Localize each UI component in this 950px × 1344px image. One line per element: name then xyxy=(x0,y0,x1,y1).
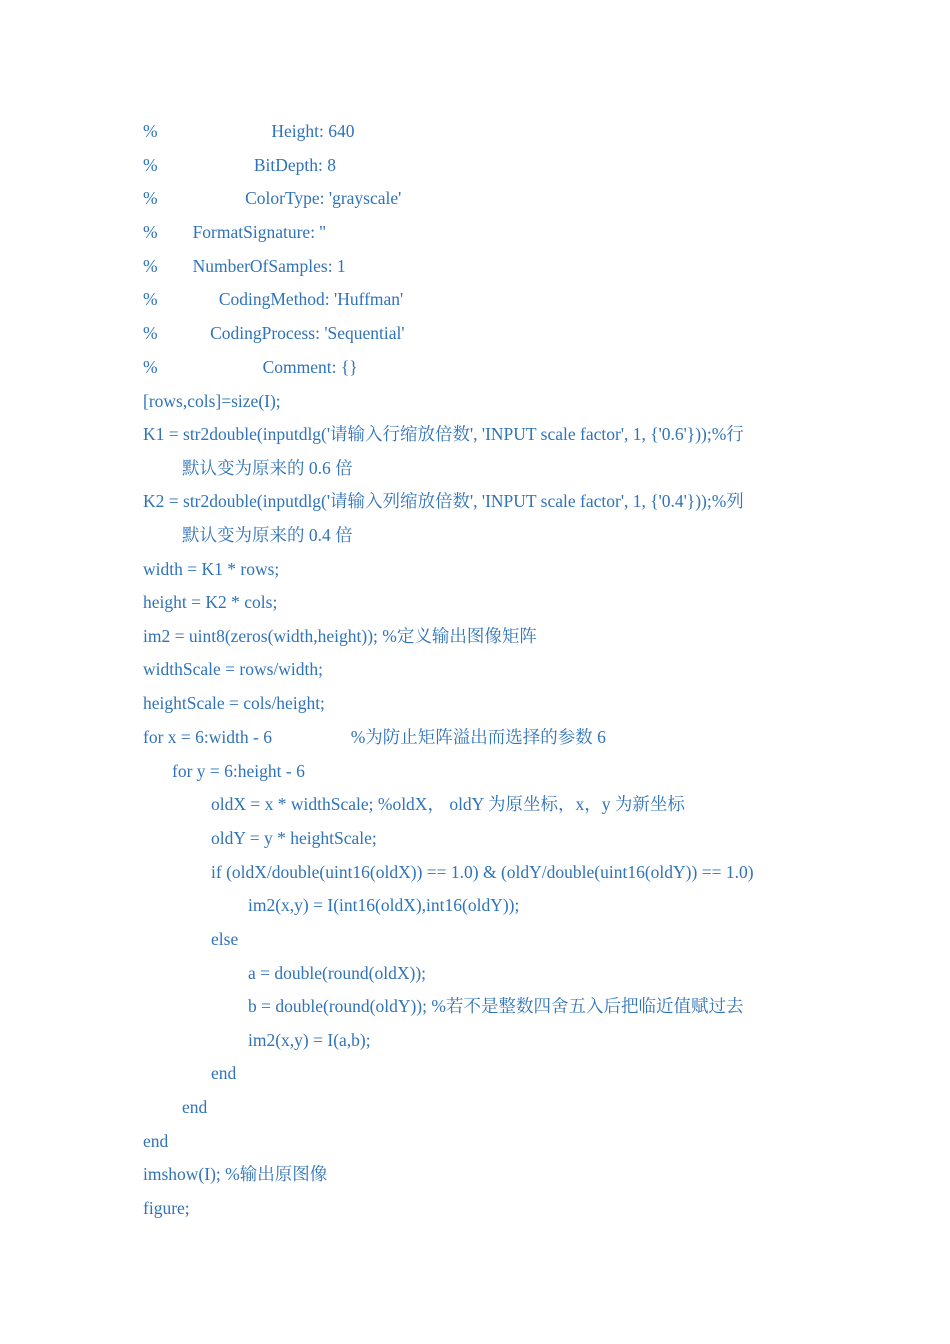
code-line: widthScale = rows/width; xyxy=(143,659,323,679)
code-line: % CodingMethod: 'Huffman' xyxy=(143,289,404,309)
code-line: % BitDepth: 8 xyxy=(143,155,336,175)
code-line: end xyxy=(182,1097,208,1117)
code-line: oldY = y * heightScale; xyxy=(211,828,377,848)
code-line: for y = 6:height - 6 xyxy=(172,761,305,781)
code-line: b = double(round(oldY)); %若不是整数四舍五入后把临近值赋过去 xyxy=(248,996,744,1016)
code-line: % NumberOfSamples: 1 xyxy=(143,256,346,276)
code-line: % Comment: {} xyxy=(143,357,358,377)
code-line: end xyxy=(143,1131,169,1151)
code-line: imshow(I); %输出原图像 xyxy=(143,1164,328,1184)
code-line: % FormatSignature: '' xyxy=(143,222,326,242)
code-line: heightScale = cols/height; xyxy=(143,693,325,713)
code-line: if (oldX/double(uint16(oldX)) == 1.0) & (oldY/double(uint16(oldY)) == 1.0) xyxy=(211,862,754,882)
code-line: % Height: 640 xyxy=(143,121,355,141)
code-line: K1 = str2double(inputdlg('请输入行缩放倍数', 'INPUT scale factor', 1, {'0.6'}));%行 xyxy=(143,424,744,444)
code-line: im2(x,y) = I(int16(oldX),int16(oldY)); xyxy=(248,895,520,915)
code-line: width = K1 * rows; xyxy=(143,559,280,579)
code-line: [rows,cols]=size(I); xyxy=(143,391,281,411)
code-line: height = K2 * cols; xyxy=(143,592,278,612)
code-line: else xyxy=(211,929,239,949)
code-line: im2 = uint8(zeros(width,height)); %定义输出图像矩阵 xyxy=(143,626,537,646)
code-line: % CodingProcess: 'Sequential' xyxy=(143,323,405,343)
code-line-continuation: 默认变为原来的 0.6 倍 xyxy=(182,458,353,478)
code-line: figure; xyxy=(143,1198,190,1218)
code-line: % ColorType: 'grayscale' xyxy=(143,188,402,208)
code-line: K2 = str2double(inputdlg('请输入列缩放倍数', 'INPUT scale factor', 1, {'0.4'}));%列 xyxy=(143,491,744,511)
code-line: end xyxy=(211,1063,237,1083)
code-line: for x = 6:width - 6 %为防止矩阵溢出而选择的参数 6 xyxy=(143,727,606,747)
code-line-continuation: 默认变为原来的 0.4 倍 xyxy=(182,525,353,545)
code-line: im2(x,y) = I(a,b); xyxy=(248,1030,371,1050)
code-line: a = double(round(oldX)); xyxy=(248,963,427,983)
code-line: oldX = x * widthScale; %oldX， oldY 为原坐标，x，y 为新坐标 xyxy=(211,794,685,814)
